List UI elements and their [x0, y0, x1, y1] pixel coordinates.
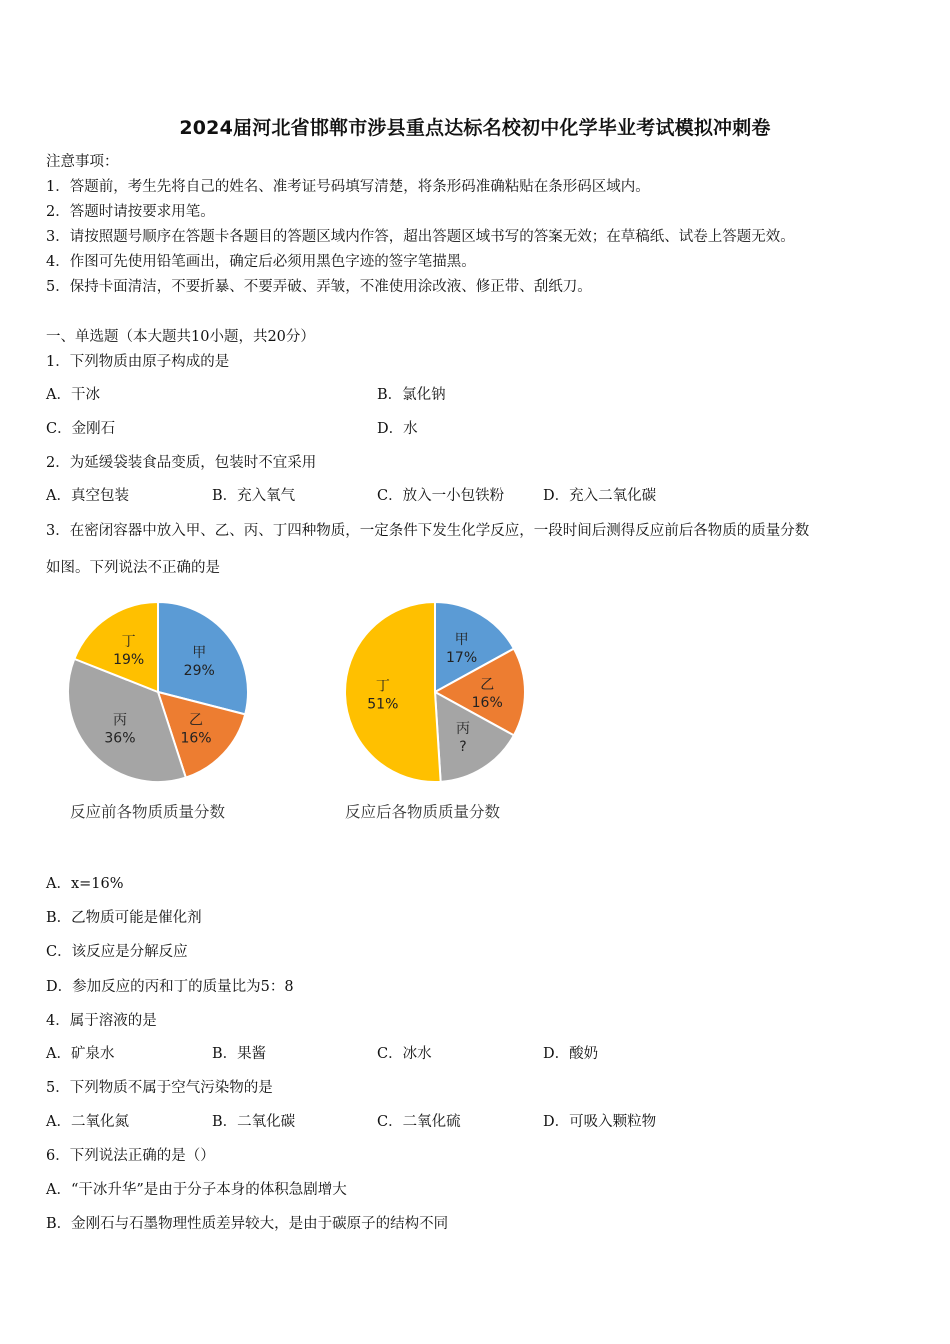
option-d: D．参加反应的丙和丁的质量比为5：8: [46, 979, 294, 995]
question-stem-continued: 如图。下列说法不正确的是: [46, 560, 220, 576]
option-c: C．二氧化硫: [377, 1114, 461, 1130]
option-a: A．x=16%: [46, 876, 124, 892]
option-b: B．充入氧气: [212, 488, 296, 504]
pie-slice-name: 丙: [455, 721, 470, 738]
pie-slice-value: 16%: [180, 730, 212, 747]
question-stem: 1．下列物质由原子构成的是: [46, 354, 230, 370]
option-b: B．二氧化碳: [212, 1114, 296, 1130]
option-a: A．矿泉水: [46, 1046, 115, 1062]
option-d: D．酸奶: [543, 1046, 599, 1062]
pie-caption-before: 反应前各物质质量分数: [70, 803, 226, 821]
pie-chart-after: [335, 592, 535, 792]
pie-slice-value: 29%: [183, 663, 215, 680]
pie-slice-name: 丁: [375, 678, 390, 695]
notice-item: 4．作图可先使用铅笔画出，确定后必须用黑色字迹的签字笔描黑。: [46, 254, 476, 270]
pie-slice-value: 17%: [446, 650, 478, 667]
option-b: B．金刚石与石墨物理性质差异较大，是由于碳原子的结构不同: [46, 1216, 449, 1232]
option-b: B．氯化钠: [377, 387, 446, 403]
option-d: D．可吸入颗粒物: [543, 1114, 657, 1130]
question-stem: 3．在密闭容器中放入甲、乙、丙、丁四种物质，一定条件下发生化学反应，一段时间后测得反应前后各物质的质量分数: [46, 523, 810, 539]
pie-slice-value: 16%: [471, 695, 503, 711]
pie-slice-name: 丁: [121, 633, 136, 650]
pie-slice-value: 36%: [104, 730, 136, 747]
page-title: 2024届河北省邯郸市涉县重点达标名校初中化学毕业考试模拟冲刺卷: [179, 117, 771, 139]
section-heading: 一、单选题（本大题共10小题，共20分）: [46, 329, 315, 345]
pie-chart-before: [58, 592, 258, 792]
pie-slice-value: 19%: [113, 651, 145, 668]
pie-slice-name: 丙: [112, 712, 127, 729]
pie-slice-ding: [345, 602, 441, 782]
pie-caption-after: 反应后各物质质量分数: [345, 803, 501, 821]
notice-item: 5．保持卡面清洁，不要折暴、不要弄破、弄皱，不准使用涂改液、修正带、刮纸刀。: [46, 279, 592, 295]
pie-slice-value: 51%: [367, 696, 399, 713]
option-c: C．该反应是分解反应: [46, 944, 188, 960]
option-d: D．充入二氧化碳: [543, 488, 657, 504]
notice-item: 3．请按照题号顺序在答题卡各题目的答题区域内作答，超出答题区域书写的答案无效；在草稿纸、试卷上答题无效。: [46, 229, 795, 245]
option-c: C．放入一小包铁粉: [377, 488, 505, 504]
option-a: A．“干冰升华”是由于分子本身的体积急剧增大: [46, 1182, 347, 1198]
pie-slice-name: 甲: [454, 632, 469, 649]
notice-item: 1．答题前，考生先将自己的姓名、准考证号码填写清楚，将条形码准确粘贴在条形码区域内。: [46, 179, 650, 195]
option-a: A．干冰: [46, 387, 100, 403]
question-stem: 2．为延缓袋装食品变质，包装时不宜采用: [46, 455, 317, 471]
option-d: D．水: [377, 421, 418, 437]
option-c: C．冰水: [377, 1046, 432, 1062]
notice-item: 2．答题时请按要求用笔。: [46, 204, 215, 220]
option-b: B．果酱: [212, 1046, 267, 1062]
pie-slice-value: ?: [459, 739, 467, 756]
question-stem: 5．下列物质不属于空气污染物的是: [46, 1080, 273, 1096]
option-b: B．乙物质可能是催化剂: [46, 910, 202, 926]
option-a: A．真空包装: [46, 488, 129, 504]
option-a: A．二氧化氮: [46, 1114, 129, 1130]
pie-slice-name: 乙: [189, 712, 204, 729]
pie-slice-name: 乙: [480, 677, 495, 693]
option-c: C．金刚石: [46, 421, 116, 437]
question-stem: 6．下列说法正确的是（）: [46, 1148, 215, 1164]
question-stem: 4．属于溶液的是: [46, 1013, 157, 1029]
notice-heading: 注意事项：: [46, 154, 119, 170]
pie-slice-name: 甲: [192, 645, 207, 662]
